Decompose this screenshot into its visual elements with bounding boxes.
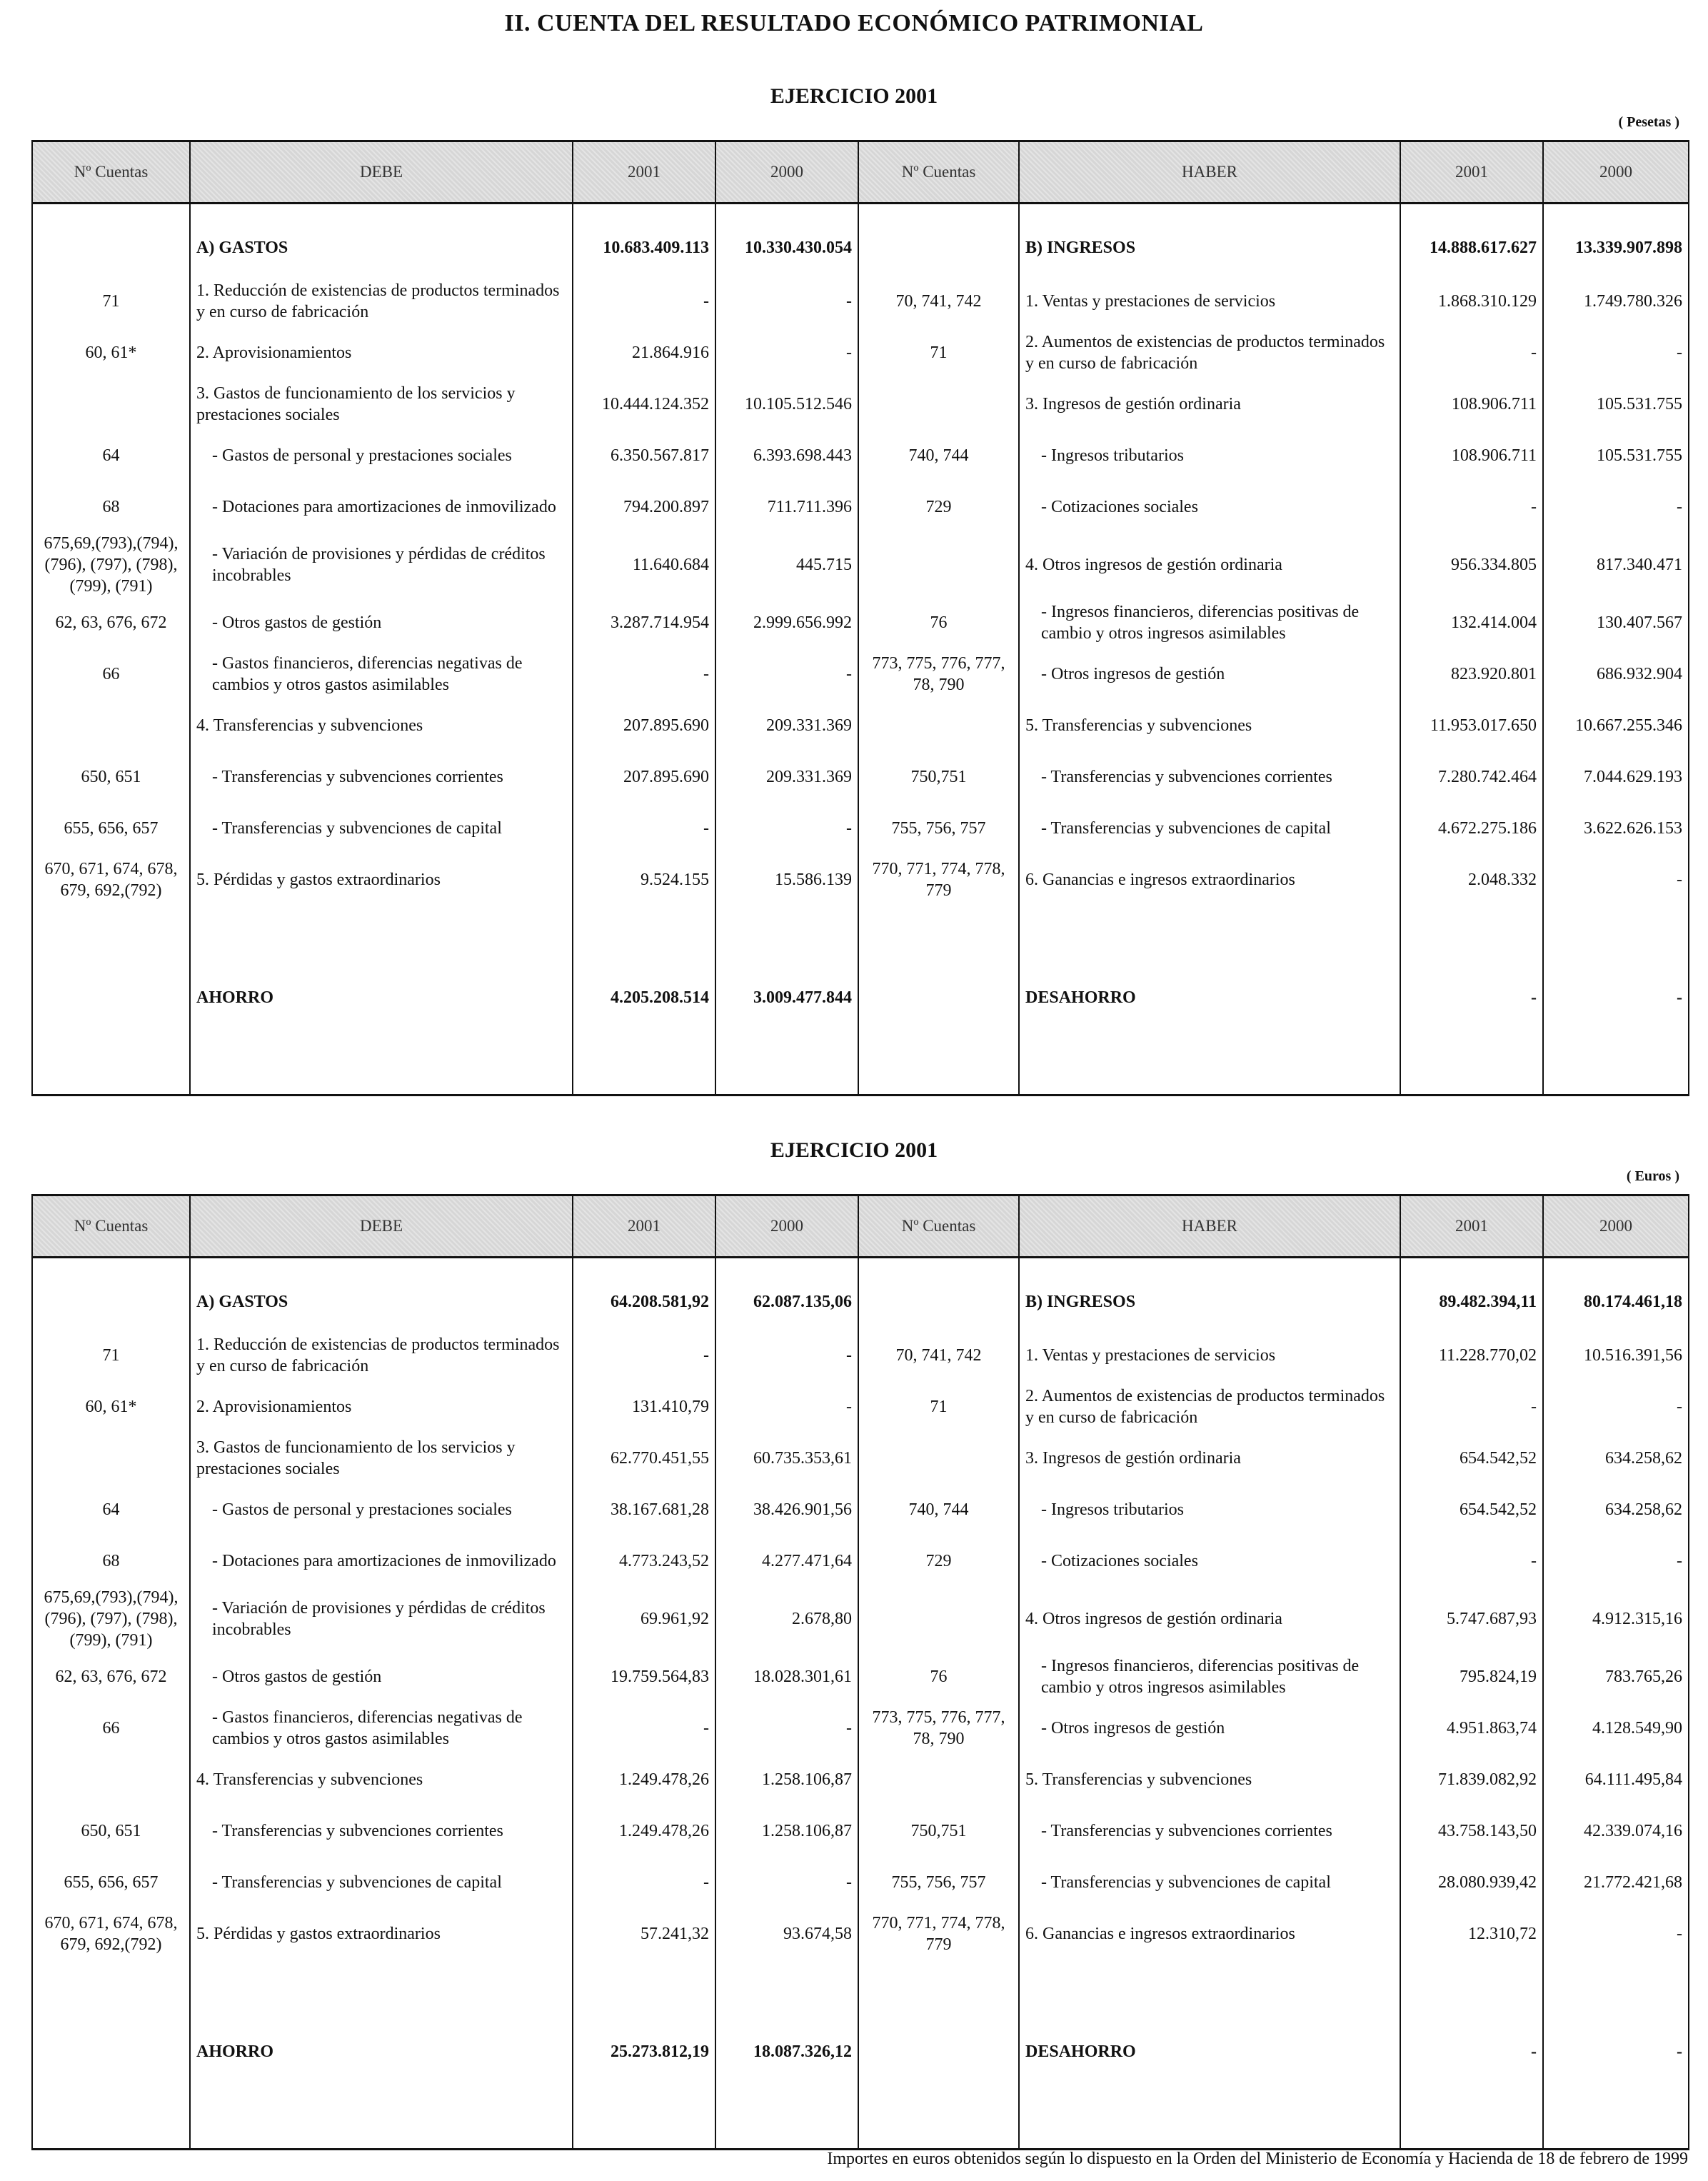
ingresos-total-2000: 80.174.461,18 xyxy=(1543,1274,1689,1330)
table-header-row xyxy=(32,1195,1689,1258)
ahorro-label: AHORRO xyxy=(190,2024,573,2080)
haber-account-codes: 740, 744 xyxy=(858,430,1019,481)
debe-2001-value: 6.350.567.817 xyxy=(573,430,715,481)
debe-2000-value: 60.735.353,61 xyxy=(715,1433,858,1484)
haber-2000-value: 783.765,26 xyxy=(1543,1651,1689,1703)
haber-concept: 3. Ingresos de gestión ordinaria xyxy=(1019,1433,1400,1484)
haber-account-codes: 70, 741, 742 xyxy=(858,1330,1019,1381)
haber-concept: 2. Aumentos de existencias de productos terminados y en curso de fabricación xyxy=(1019,327,1400,378)
spacer-row xyxy=(32,2080,1689,2150)
table-row xyxy=(32,1484,1689,1535)
haber-2001-value: 108.906.711 xyxy=(1400,378,1543,430)
debe-concept: - Gastos financieros, diferencias negativas de cambios y otros gastos asimilables xyxy=(190,648,573,700)
haber-concept: 1. Ventas y prestaciones de servicios xyxy=(1019,1330,1400,1381)
debe-concept: 1. Reducción de existencias de productos terminados y en curso de fabricación xyxy=(190,1330,573,1381)
table-row xyxy=(32,1754,1689,1805)
haber-concept: 6. Ganancias e ingresos extraordinarios xyxy=(1019,1908,1400,1960)
debe-concept: 5. Pérdidas y gastos extraordinarios xyxy=(190,1908,573,1960)
haber-2001-value: 71.839.082,92 xyxy=(1400,1754,1543,1805)
header-cuentas-haber: Nº Cuentas xyxy=(858,1195,1019,1258)
header-haber: HABER xyxy=(1019,141,1400,204)
spacer-row xyxy=(32,204,1689,221)
haber-account-codes: 750,751 xyxy=(858,751,1019,803)
haber-2000-value: 21.772.421,68 xyxy=(1543,1857,1689,1908)
table-row xyxy=(32,327,1689,378)
debe-2000-value: - xyxy=(715,1703,858,1754)
haber-2001-value: 108.906.711 xyxy=(1400,430,1543,481)
haber-2001-value: 43.758.143,50 xyxy=(1400,1805,1543,1857)
debe-account-codes xyxy=(32,378,190,430)
haber-2000-value: 10.667.255.346 xyxy=(1543,700,1689,751)
haber-2000-value: 64.111.495,84 xyxy=(1543,1754,1689,1805)
debe-2001-value: - xyxy=(573,1330,715,1381)
table-header-row xyxy=(32,141,1689,204)
ahorro-2000: 18.087.326,12 xyxy=(715,2024,858,2080)
debe-concept: - Variación de provisiones y pérdidas de créditos incobrables xyxy=(190,1587,573,1651)
desahorro-2000: - xyxy=(1543,970,1689,1026)
debe-2000-value: - xyxy=(715,276,858,327)
haber-2001-value: 11.228.770,02 xyxy=(1400,1330,1543,1381)
haber-2000-value: 7.044.629.193 xyxy=(1543,751,1689,803)
debe-account-codes: 655, 656, 657 xyxy=(32,803,190,854)
haber-2000-value: 686.932.904 xyxy=(1543,648,1689,700)
header-2000-haber: 2000 xyxy=(1543,1195,1689,1258)
unit-label-pesetas: ( Pesetas ) xyxy=(1618,114,1679,130)
haber-2001-value: 654.542,52 xyxy=(1400,1433,1543,1484)
gastos-total-2001: 64.208.581,92 xyxy=(573,1274,715,1330)
table-row xyxy=(32,481,1689,533)
header-2000-debe: 2000 xyxy=(715,141,858,204)
haber-2000-value: - xyxy=(1543,1381,1689,1433)
haber-2000-value: 634.258,62 xyxy=(1543,1484,1689,1535)
haber-2000-value: 4.912.315,16 xyxy=(1543,1587,1689,1651)
haber-2000-value: 817.340.471 xyxy=(1543,533,1689,597)
totals-row xyxy=(32,1274,1689,1330)
haber-2000-value: - xyxy=(1543,481,1689,533)
haber-2001-value: - xyxy=(1400,481,1543,533)
table-row xyxy=(32,1381,1689,1433)
debe-account-codes: 650, 651 xyxy=(32,1805,190,1857)
table-row xyxy=(32,430,1689,481)
debe-account-codes: 670, 671, 674, 678, 679, 692,(792) xyxy=(32,1908,190,1960)
haber-2001-value: 956.334.805 xyxy=(1400,533,1543,597)
haber-2001-value: 12.310,72 xyxy=(1400,1908,1543,1960)
debe-concept: - Transferencias y subvenciones de capital xyxy=(190,803,573,854)
debe-account-codes: 62, 63, 676, 672 xyxy=(32,597,190,648)
debe-2000-value: 2.999.656.992 xyxy=(715,597,858,648)
haber-concept: 6. Ganancias e ingresos extraordinarios xyxy=(1019,854,1400,906)
gastos-total-label: A) GASTOS xyxy=(190,1274,573,1330)
debe-2000-value: 2.678,80 xyxy=(715,1587,858,1651)
debe-2001-value: 4.773.243,52 xyxy=(573,1535,715,1587)
haber-concept: - Transferencias y subvenciones de capital xyxy=(1019,1857,1400,1908)
haber-2001-value: 654.542,52 xyxy=(1400,1484,1543,1535)
debe-concept: - Gastos financieros, diferencias negativas de cambios y otros gastos asimilables xyxy=(190,1703,573,1754)
debe-2001-value: 1.249.478,26 xyxy=(573,1805,715,1857)
haber-2000-value: 10.516.391,56 xyxy=(1543,1330,1689,1381)
haber-2000-value: - xyxy=(1543,1535,1689,1587)
debe-account-codes: 71 xyxy=(32,1330,190,1381)
haber-concept: - Otros ingresos de gestión xyxy=(1019,1703,1400,1754)
header-2001-debe: 2001 xyxy=(573,141,715,204)
table-row xyxy=(32,1330,1689,1381)
haber-account-codes: 71 xyxy=(858,327,1019,378)
debe-2001-value: 131.410,79 xyxy=(573,1381,715,1433)
table-row xyxy=(32,1651,1689,1703)
debe-2001-value: 38.167.681,28 xyxy=(573,1484,715,1535)
result-row xyxy=(32,2024,1689,2080)
table-row xyxy=(32,700,1689,751)
debe-concept: - Transferencias y subvenciones corrientes xyxy=(190,1805,573,1857)
table-row xyxy=(32,1703,1689,1754)
haber-account-codes: 71 xyxy=(858,1381,1019,1433)
debe-2001-value: 10.444.124.352 xyxy=(573,378,715,430)
haber-2000-value: 105.531.755 xyxy=(1543,430,1689,481)
desahorro-label: DESAHORRO xyxy=(1019,2024,1400,2080)
haber-2001-value: - xyxy=(1400,1535,1543,1587)
haber-concept: - Otros ingresos de gestión xyxy=(1019,648,1400,700)
haber-2000-value: 634.258,62 xyxy=(1543,1433,1689,1484)
haber-2001-value: 1.868.310.129 xyxy=(1400,276,1543,327)
haber-2001-value: 11.953.017.650 xyxy=(1400,700,1543,751)
haber-2001-value: 2.048.332 xyxy=(1400,854,1543,906)
haber-account-codes: 729 xyxy=(858,481,1019,533)
haber-concept: - Cotizaciones sociales xyxy=(1019,481,1400,533)
debe-2001-value: 207.895.690 xyxy=(573,700,715,751)
haber-account-codes xyxy=(858,378,1019,430)
haber-2001-value: 4.672.275.186 xyxy=(1400,803,1543,854)
spacer-row xyxy=(32,906,1689,970)
ahorro-2001: 4.205.208.514 xyxy=(573,970,715,1026)
debe-account-codes xyxy=(32,700,190,751)
haber-account-codes: 755, 756, 757 xyxy=(858,1857,1019,1908)
debe-2000-value: - xyxy=(715,803,858,854)
haber-account-codes: 750,751 xyxy=(858,1805,1019,1857)
debe-2001-value: 19.759.564,83 xyxy=(573,1651,715,1703)
gastos-total-2000: 62.087.135,06 xyxy=(715,1274,858,1330)
table-row xyxy=(32,648,1689,700)
header-debe: DEBE xyxy=(190,141,573,204)
ejercicio-title-pesetas: EJERCICIO 2001 xyxy=(770,84,938,108)
debe-2001-value: 207.895.690 xyxy=(573,751,715,803)
table-row xyxy=(32,533,1689,597)
haber-concept: 4. Otros ingresos de gestión ordinaria xyxy=(1019,533,1400,597)
debe-2000-value: 209.331.369 xyxy=(715,751,858,803)
debe-2000-value: 1.258.106,87 xyxy=(715,1754,858,1805)
ahorro-label: AHORRO xyxy=(190,970,573,1026)
haber-account-codes: 770, 771, 774, 778, 779 xyxy=(858,1908,1019,1960)
unit-label-euros: ( Euros ) xyxy=(1626,1168,1679,1184)
table-row xyxy=(32,1587,1689,1651)
debe-2000-value: 93.674,58 xyxy=(715,1908,858,1960)
desahorro-2001: - xyxy=(1400,2024,1543,2080)
debe-concept: 2. Aprovisionamientos xyxy=(190,327,573,378)
debe-2001-value: 3.287.714.954 xyxy=(573,597,715,648)
debe-2001-value: 9.524.155 xyxy=(573,854,715,906)
debe-2001-value: 62.770.451,55 xyxy=(573,1433,715,1484)
debe-concept: - Variación de provisiones y pérdidas de créditos incobrables xyxy=(190,533,573,597)
debe-2001-value: 69.961,92 xyxy=(573,1587,715,1651)
table-row xyxy=(32,854,1689,906)
haber-2001-value: 823.920.801 xyxy=(1400,648,1543,700)
header-2000-haber: 2000 xyxy=(1543,141,1689,204)
debe-account-codes: 62, 63, 676, 672 xyxy=(32,1651,190,1703)
debe-2000-value: 711.711.396 xyxy=(715,481,858,533)
debe-concept: 3. Gastos de funcionamiento de los servicios y prestaciones sociales xyxy=(190,1433,573,1484)
haber-account-codes xyxy=(858,700,1019,751)
spacer-row xyxy=(32,1960,1689,2024)
debe-2000-value: - xyxy=(715,1857,858,1908)
haber-2000-value: 105.531.755 xyxy=(1543,378,1689,430)
header-cuentas-debe: Nº Cuentas xyxy=(32,141,190,204)
haber-2000-value: - xyxy=(1543,1908,1689,1960)
header-2001-haber: 2001 xyxy=(1400,1195,1543,1258)
haber-account-codes: 740, 744 xyxy=(858,1484,1019,1535)
haber-2001-value: 795.824,19 xyxy=(1400,1651,1543,1703)
haber-account-codes: 70, 741, 742 xyxy=(858,276,1019,327)
debe-account-codes xyxy=(32,1754,190,1805)
debe-concept: 5. Pérdidas y gastos extraordinarios xyxy=(190,854,573,906)
gastos-total-label: A) GASTOS xyxy=(190,220,573,276)
debe-2000-value: 1.258.106,87 xyxy=(715,1805,858,1857)
debe-account-codes xyxy=(32,1433,190,1484)
debe-2001-value: 21.864.916 xyxy=(573,327,715,378)
debe-2001-value: 57.241,32 xyxy=(573,1908,715,1960)
table-row xyxy=(32,1857,1689,1908)
haber-concept: 3. Ingresos de gestión ordinaria xyxy=(1019,378,1400,430)
debe-concept: - Transferencias y subvenciones de capital xyxy=(190,1857,573,1908)
debe-2000-value: 4.277.471,64 xyxy=(715,1535,858,1587)
haber-account-codes: 729 xyxy=(858,1535,1019,1587)
table-row xyxy=(32,1535,1689,1587)
gastos-total-2001: 10.683.409.113 xyxy=(573,220,715,276)
haber-concept: - Ingresos financieros, diferencias positivas de cambio y otros ingresos asimilables xyxy=(1019,1651,1400,1703)
table-row xyxy=(32,1433,1689,1484)
header-debe: DEBE xyxy=(190,1195,573,1258)
haber-2000-value: - xyxy=(1543,854,1689,906)
debe-2000-value: 209.331.369 xyxy=(715,700,858,751)
haber-account-codes: 76 xyxy=(858,1651,1019,1703)
debe-concept: - Gastos de personal y prestaciones sociales xyxy=(190,1484,573,1535)
haber-concept: 5. Transferencias y subvenciones xyxy=(1019,700,1400,751)
debe-2000-value: 15.586.139 xyxy=(715,854,858,906)
debe-2000-value: - xyxy=(715,1381,858,1433)
ingresos-total-label: B) INGRESOS xyxy=(1019,1274,1400,1330)
haber-account-codes xyxy=(858,1754,1019,1805)
ahorro-2001: 25.273.812,19 xyxy=(573,2024,715,2080)
table-row xyxy=(32,1908,1689,1960)
debe-concept: - Otros gastos de gestión xyxy=(190,1651,573,1703)
table-row xyxy=(32,276,1689,327)
haber-concept: - Transferencias y subvenciones corrientes xyxy=(1019,1805,1400,1857)
desahorro-2001: - xyxy=(1400,970,1543,1026)
debe-concept: - Dotaciones para amortizaciones de inmovilizado xyxy=(190,1535,573,1587)
haber-2000-value: 1.749.780.326 xyxy=(1543,276,1689,327)
debe-concept: - Otros gastos de gestión xyxy=(190,597,573,648)
debe-2001-value: 11.640.684 xyxy=(573,533,715,597)
haber-2001-value: 5.747.687,93 xyxy=(1400,1587,1543,1651)
debe-account-codes: 650, 651 xyxy=(32,751,190,803)
debe-2000-value: 10.105.512.546 xyxy=(715,378,858,430)
ahorro-2000: 3.009.477.844 xyxy=(715,970,858,1026)
debe-concept: - Transferencias y subvenciones corrientes xyxy=(190,751,573,803)
header-2000-debe: 2000 xyxy=(715,1195,858,1258)
debe-2000-value: 445.715 xyxy=(715,533,858,597)
debe-2001-value: 794.200.897 xyxy=(573,481,715,533)
haber-account-codes: 773, 775, 776, 777, 78, 790 xyxy=(858,1703,1019,1754)
haber-concept: - Ingresos tributarios xyxy=(1019,1484,1400,1535)
debe-concept: 4. Transferencias y subvenciones xyxy=(190,1754,573,1805)
haber-2001-value: 4.951.863,74 xyxy=(1400,1703,1543,1754)
results-table-pesetas xyxy=(31,140,1689,1096)
haber-2001-value: - xyxy=(1400,327,1543,378)
haber-2001-value: 132.414.004 xyxy=(1400,597,1543,648)
ingresos-total-2001: 14.888.617.627 xyxy=(1400,220,1543,276)
header-haber: HABER xyxy=(1019,1195,1400,1258)
haber-account-codes xyxy=(858,533,1019,597)
debe-concept: 4. Transferencias y subvenciones xyxy=(190,700,573,751)
haber-account-codes: 773, 775, 776, 777, 78, 790 xyxy=(858,648,1019,700)
debe-account-codes: 670, 671, 674, 678, 679, 692,(792) xyxy=(32,854,190,906)
haber-account-codes: 770, 771, 774, 778, 779 xyxy=(858,854,1019,906)
header-2001-debe: 2001 xyxy=(573,1195,715,1258)
table-row xyxy=(32,597,1689,648)
debe-concept: 2. Aprovisionamientos xyxy=(190,1381,573,1433)
haber-account-codes xyxy=(858,1587,1019,1651)
spacer-row xyxy=(32,1258,1689,1275)
haber-account-codes: 76 xyxy=(858,597,1019,648)
debe-account-codes: 60, 61* xyxy=(32,1381,190,1433)
debe-account-codes: 68 xyxy=(32,481,190,533)
haber-account-codes xyxy=(858,1433,1019,1484)
debe-concept: 1. Reducción de existencias de productos terminados y en curso de fabricación xyxy=(190,276,573,327)
debe-account-codes: 675,69,(793),(794), (796), (797), (798), (799), (791) xyxy=(32,533,190,597)
haber-concept: - Transferencias y subvenciones de capital xyxy=(1019,803,1400,854)
ingresos-total-2001: 89.482.394,11 xyxy=(1400,1274,1543,1330)
haber-concept: - Transferencias y subvenciones corrientes xyxy=(1019,751,1400,803)
debe-account-codes: 64 xyxy=(32,1484,190,1535)
debe-2001-value: - xyxy=(573,648,715,700)
spacer-row xyxy=(32,1026,1689,1095)
debe-account-codes: 675,69,(793),(794), (796), (797), (798), (799), (791) xyxy=(32,1587,190,1651)
totals-row xyxy=(32,220,1689,276)
haber-concept: - Ingresos tributarios xyxy=(1019,430,1400,481)
table-row xyxy=(32,378,1689,430)
debe-2000-value: 6.393.698.443 xyxy=(715,430,858,481)
haber-2000-value: 4.128.549,90 xyxy=(1543,1703,1689,1754)
footnote: Importes en euros obtenidos según lo dispuesto en la Orden del Ministerio de Economía y Hacienda de 18 de febrero de 1999 xyxy=(827,2150,1688,2168)
haber-concept: 2. Aumentos de existencias de productos terminados y en curso de fabricación xyxy=(1019,1381,1400,1433)
haber-concept: - Cotizaciones sociales xyxy=(1019,1535,1400,1587)
results-table-euros xyxy=(31,1194,1689,2150)
debe-2000-value: 38.426.901,56 xyxy=(715,1484,858,1535)
haber-concept: - Ingresos financieros, diferencias positivas de cambio y otros ingresos asimilables xyxy=(1019,597,1400,648)
desahorro-label: DESAHORRO xyxy=(1019,970,1400,1026)
haber-2001-value: 7.280.742.464 xyxy=(1400,751,1543,803)
debe-2001-value: 1.249.478,26 xyxy=(573,1754,715,1805)
header-cuentas-haber: Nº Cuentas xyxy=(858,141,1019,204)
debe-account-codes: 68 xyxy=(32,1535,190,1587)
table-row xyxy=(32,1805,1689,1857)
page-title: II. CUENTA DEL RESULTADO ECONÓMICO PATRIMONIAL xyxy=(504,10,1204,36)
debe-account-codes: 60, 61* xyxy=(32,327,190,378)
debe-2001-value: - xyxy=(573,1857,715,1908)
haber-2000-value: 130.407.567 xyxy=(1543,597,1689,648)
table-row xyxy=(32,803,1689,854)
debe-concept: - Gastos de personal y prestaciones sociales xyxy=(190,430,573,481)
haber-concept: 4. Otros ingresos de gestión ordinaria xyxy=(1019,1587,1400,1651)
debe-account-codes: 66 xyxy=(32,1703,190,1754)
debe-2000-value: 18.028.301,61 xyxy=(715,1651,858,1703)
header-2001-haber: 2001 xyxy=(1400,141,1543,204)
debe-account-codes: 66 xyxy=(32,648,190,700)
ejercicio-title-euros: EJERCICIO 2001 xyxy=(770,1138,938,1162)
debe-2001-value: - xyxy=(573,276,715,327)
debe-2000-value: - xyxy=(715,327,858,378)
debe-account-codes: 64 xyxy=(32,430,190,481)
debe-account-codes: 655, 656, 657 xyxy=(32,1857,190,1908)
gastos-total-2000: 10.330.430.054 xyxy=(715,220,858,276)
debe-concept: - Dotaciones para amortizaciones de inmovilizado xyxy=(190,481,573,533)
haber-concept: 1. Ventas y prestaciones de servicios xyxy=(1019,276,1400,327)
desahorro-2000: - xyxy=(1543,2024,1689,2080)
haber-concept: 5. Transferencias y subvenciones xyxy=(1019,1754,1400,1805)
debe-2000-value: - xyxy=(715,1330,858,1381)
haber-2001-value: 28.080.939,42 xyxy=(1400,1857,1543,1908)
haber-2000-value: 42.339.074,16 xyxy=(1543,1805,1689,1857)
haber-2000-value: 3.622.626.153 xyxy=(1543,803,1689,854)
ingresos-total-label: B) INGRESOS xyxy=(1019,220,1400,276)
haber-account-codes: 755, 756, 757 xyxy=(858,803,1019,854)
debe-2000-value: - xyxy=(715,648,858,700)
haber-2001-value: - xyxy=(1400,1381,1543,1433)
haber-2000-value: - xyxy=(1543,327,1689,378)
debe-concept: 3. Gastos de funcionamiento de los servicios y prestaciones sociales xyxy=(190,378,573,430)
debe-account-codes: 71 xyxy=(32,276,190,327)
ingresos-total-2000: 13.339.907.898 xyxy=(1543,220,1689,276)
debe-2001-value: - xyxy=(573,803,715,854)
header-cuentas-debe: Nº Cuentas xyxy=(32,1195,190,1258)
table-row xyxy=(32,751,1689,803)
result-row xyxy=(32,970,1689,1026)
debe-2001-value: - xyxy=(573,1703,715,1754)
